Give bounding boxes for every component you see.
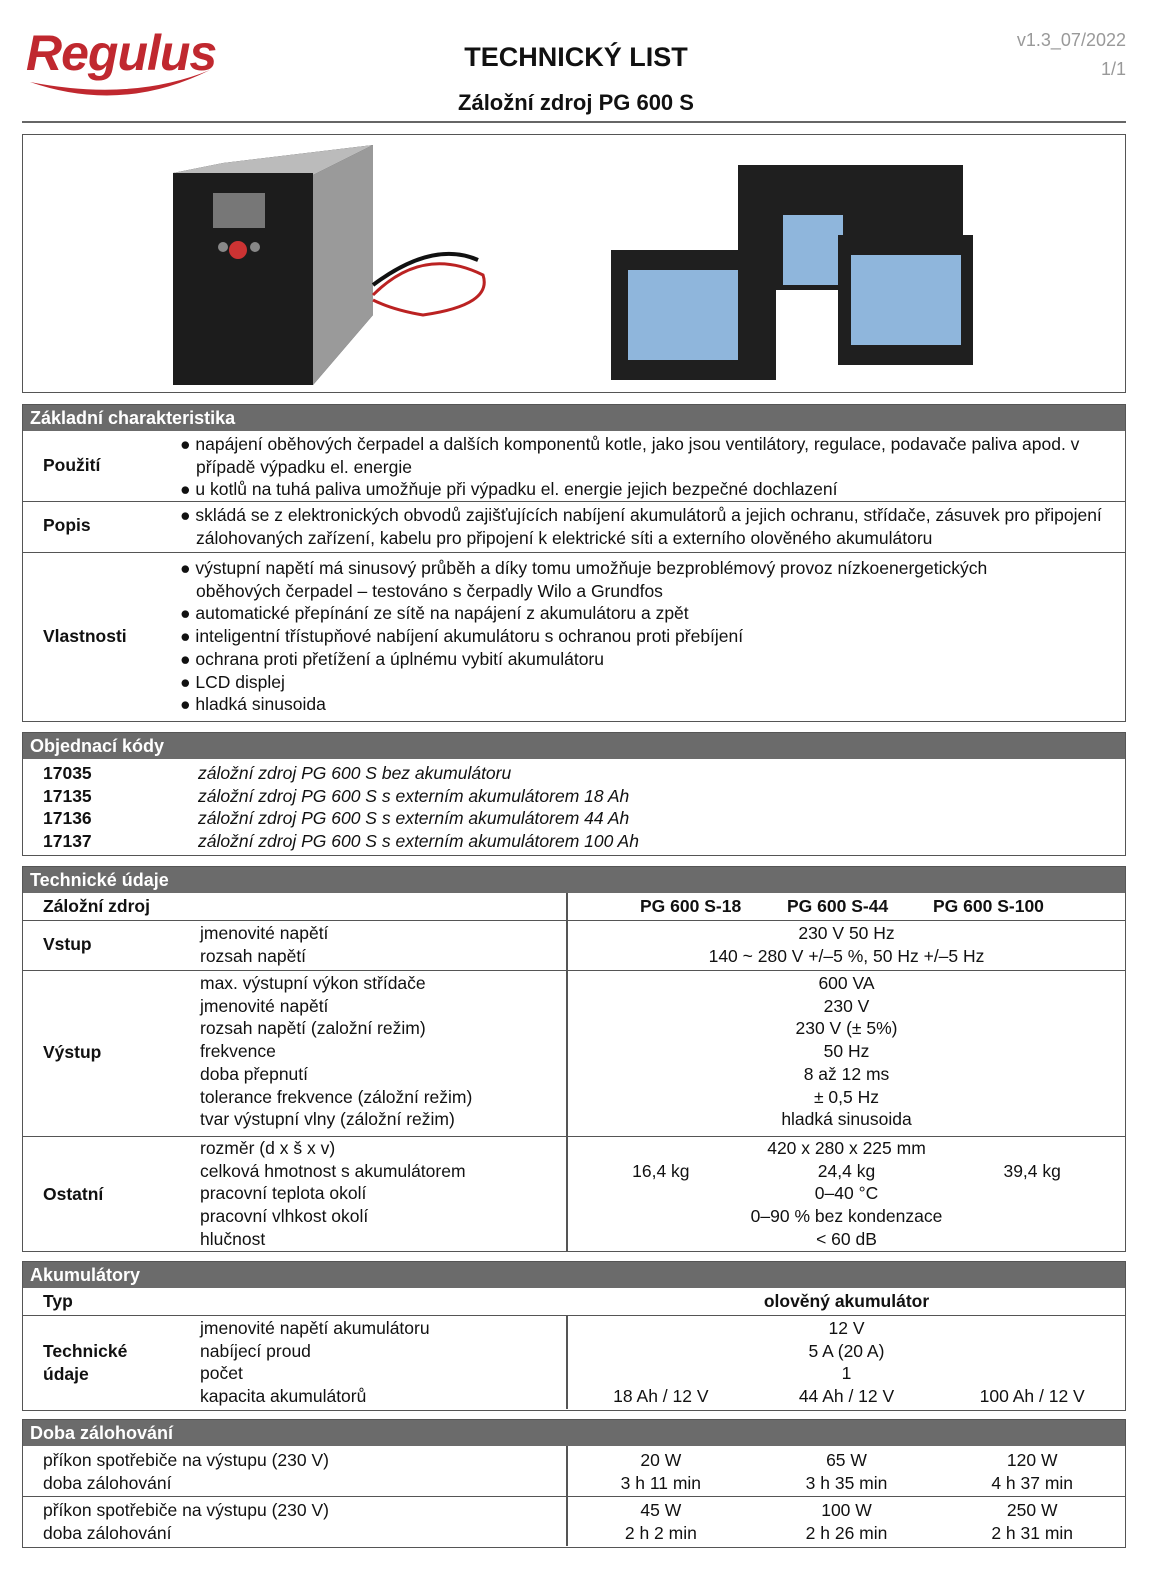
section-backup-time (22, 1419, 1126, 1548)
section-header: Objednací kódy (23, 733, 1125, 759)
value: 140 ~ 280 V +/–5 %, 50 Hz +/–5 Hz (708, 945, 985, 966)
param: kapacita akumulátorů (200, 1386, 367, 1407)
param: jmenovité napětí (200, 923, 329, 943)
backup-row (23, 1496, 1125, 1546)
row-battery-tech (23, 1315, 1125, 1409)
row-label: Výstup (43, 1042, 102, 1062)
row-type (23, 1288, 1125, 1315)
param: příkon spotřebiče na výstupu (230 V) (43, 1500, 329, 1520)
bullet: ● LCD displej (180, 671, 285, 692)
row-description (23, 501, 1125, 552)
order-code: 17035 (43, 763, 92, 783)
version: v1.3_07/2022 (1016, 30, 1126, 50)
value: 16,4 kg (632, 1160, 690, 1181)
section-header: Technické údaje (23, 867, 1125, 893)
row-label: Vlastnosti (43, 626, 127, 646)
value: 39,4 kg (1003, 1160, 1061, 1181)
value: 0–40 °C (814, 1183, 879, 1204)
param: jmenovité napětí (200, 995, 329, 1016)
document-title: TECHNICKÝ LIST (464, 42, 688, 72)
section-header: Akumulátory (23, 1262, 1125, 1288)
param: pracovní vlhkost okolí (200, 1206, 369, 1227)
value: 20 W (640, 1450, 682, 1470)
section-header: Doba zálohování (23, 1420, 1125, 1446)
document-subtitle: Záložní zdroj PG 600 S (458, 90, 694, 115)
param: příkon spotřebiče na výstupu (230 V) (43, 1450, 329, 1470)
row-other (23, 1136, 1125, 1251)
value: 5 A (20 A) (808, 1340, 885, 1361)
row-label: Použití (43, 455, 101, 475)
row-label: Ostatní (43, 1184, 104, 1204)
model-name: PG 600 S-100 (933, 896, 1044, 916)
row-output (23, 970, 1125, 1136)
param: tvar výstupní vlny (záložní režim) (200, 1109, 455, 1130)
value: 250 W (1006, 1500, 1058, 1520)
page-number: 1/1 (1100, 59, 1126, 79)
value: 0–90 % bez kondenzace (750, 1206, 943, 1227)
value: 4 h 37 min (991, 1472, 1074, 1493)
model-name: PG 600 S-18 (640, 896, 742, 916)
param: doba zálohování (43, 1522, 172, 1543)
order-row (23, 785, 1125, 808)
section-technical (22, 866, 1126, 1252)
order-desc: záložní zdroj PG 600 S s externím akumulátorem 100 Ah (198, 831, 639, 852)
param: rozsah napětí (200, 945, 307, 966)
row-label: Popis (43, 515, 91, 535)
order-code: 17137 (43, 831, 92, 852)
section-basic (22, 404, 1126, 722)
param: celková hmotnost s akumulátorem (200, 1160, 466, 1181)
logo-text: Regulus (26, 25, 217, 81)
row-input (23, 920, 1125, 970)
value: olověný akumulátor (763, 1291, 930, 1311)
param: max. výstupní výkon střídače (200, 973, 426, 993)
param: jmenovité napětí akumulátoru (200, 1318, 430, 1338)
value: ± 0,5 Hz (813, 1086, 880, 1107)
order-code: 17136 (43, 808, 92, 829)
bullet: ● hladká sinusoida (180, 694, 326, 715)
value: 120 W (1006, 1450, 1058, 1470)
order-row (23, 762, 1125, 785)
value: 1 (841, 1363, 852, 1384)
bullet: ● u kotlů na tuhá paliva umožňuje při výpadku el. energie jejich bezpečné dochlazení (180, 479, 838, 500)
bullet: ● napájení oběhových čerpadel a dalších komponentů kotle, jako jsou ventilátory, regulace, podavače paliva apod. v případě výpadku el. energie (180, 434, 1080, 477)
value: 65 W (826, 1450, 867, 1470)
value: 230 V (± 5%) (795, 1018, 898, 1039)
header-divider (22, 121, 1126, 123)
param: nabíjecí proud (200, 1340, 311, 1361)
section-order-codes (22, 732, 1126, 856)
param: rozměr (d x š x v) (200, 1138, 336, 1158)
value: 44 Ah / 12 V (798, 1386, 895, 1406)
value: 100 W (821, 1500, 872, 1520)
value: 8 až 12 ms (803, 1063, 890, 1084)
value: 3 h 35 min (805, 1472, 888, 1493)
param: počet (200, 1363, 243, 1384)
param: hlučnost (200, 1228, 266, 1249)
value: 2 h 2 min (624, 1522, 697, 1543)
value: 45 W (640, 1500, 682, 1520)
value: 18 Ah / 12 V (613, 1386, 709, 1406)
value: 230 V 50 Hz (798, 923, 895, 943)
value: 2 h 26 min (805, 1522, 888, 1543)
order-desc: záložní zdroj PG 600 S s externím akumulátorem 18 Ah (198, 785, 630, 806)
value: 600 VA (818, 973, 875, 993)
order-desc: záložní zdroj PG 600 S bez akumulátoru (198, 763, 512, 783)
value: 50 Hz (823, 1041, 870, 1062)
value: 12 V (828, 1318, 865, 1338)
row-label: Typ (43, 1291, 73, 1311)
product-photo (23, 135, 1123, 390)
value: 420 x 280 x 225 mm (767, 1138, 926, 1158)
section-header: Základní charakteristika (23, 405, 1125, 431)
order-row (23, 807, 1125, 830)
bullet: ● ochrana proti přetížení a úplnému vybití akumulátoru (180, 648, 604, 669)
row-label: Záložní zdroj (43, 896, 150, 916)
param: pracovní teplota okolí (200, 1183, 367, 1204)
row-label: Technické údaje (43, 1341, 128, 1384)
row-label: Vstup (43, 934, 92, 954)
row-use (23, 431, 1125, 501)
product-image-box (22, 134, 1126, 393)
model-name: PG 600 S-44 (787, 896, 889, 916)
value: hladká sinusoida (781, 1109, 912, 1130)
order-desc: záložní zdroj PG 600 S s externím akumulátorem 44 Ah (198, 808, 630, 829)
value: 2 h 31 min (991, 1522, 1074, 1543)
value: < 60 dB (816, 1228, 877, 1249)
param: doba přepnutí (200, 1063, 309, 1084)
param: rozsah napětí (založní režim) (200, 1018, 426, 1039)
order-code: 17135 (43, 785, 92, 806)
param: frekvence (200, 1041, 276, 1062)
value: 24,4 kg (817, 1160, 876, 1181)
value: 3 h 11 min (620, 1472, 702, 1493)
param: doba zálohování (43, 1472, 172, 1493)
row-properties (23, 552, 1125, 720)
backup-row (23, 1446, 1125, 1496)
bullet: ● automatické přepínání ze sítě na napájení z akumulátoru a zpět (180, 603, 689, 624)
section-batteries (22, 1261, 1126, 1411)
bullet: ● výstupní napětí má sinusový průběh a díky tomu umožňuje bezproblémový provoz nízkoenergetických oběhových čerpadel – testováno s čerpadly Wilo a Grundfos (180, 558, 988, 601)
value: 230 V (823, 995, 870, 1016)
version-info (1017, 26, 1126, 84)
value: 100 Ah / 12 V (979, 1386, 1085, 1406)
order-row (23, 830, 1125, 853)
bullet: ● inteligentní třístupňové nabíjení akumulátoru s ochranou proti přebíjení (180, 626, 744, 647)
param: tolerance frekvence (záložní režim) (200, 1086, 473, 1107)
row-models (23, 893, 1125, 920)
bullet: ● skládá se z elektronických obvodů zajišťujících nabíjení akumulátorů a jejich ochranu, střídače, zásuvek pro připojení zálohovaných zařízení, kabelu pro připojení k elektrické síti a externího olověného akumulátoru (180, 505, 1102, 548)
